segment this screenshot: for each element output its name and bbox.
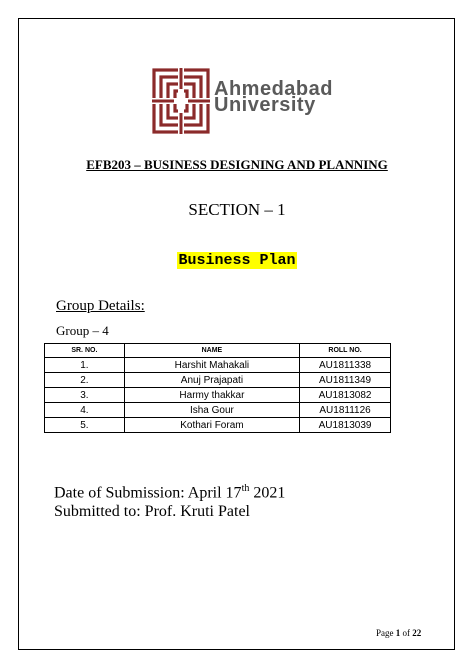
logo-name-line2: University [214,94,316,116]
course-title: EFB203 – BUSINESS DESIGNING AND PLANNING [86,157,388,172]
section-label: SECTION – 1 [188,200,286,219]
cell-name: Isha Gour [124,403,299,418]
date-ordinal: th [241,483,250,494]
members-table [44,343,391,433]
cell-name: Harshit Mahakali [124,358,299,373]
cell-sr-no: 4. [45,403,125,418]
submitted-to: Submitted to: Prof. Kruti Patel [54,503,250,520]
group-details-heading: Group Details: [56,298,145,314]
submission-date [54,483,285,502]
doc-title-wrap [0,251,474,269]
header-name: NAME [124,344,299,358]
cell-roll-no: AU1813082 [300,388,391,403]
page-word: Page [376,628,396,638]
date-year: 2021 [249,484,286,502]
cell-sr-no: 3. [45,388,125,403]
header-roll-no: ROLL NO. [300,344,391,358]
table-row [45,403,391,418]
table-row [45,418,391,433]
page-number [376,628,421,638]
logo-name-line1: Ahmedabad [214,78,333,100]
cell-roll-no: AU1811338 [300,358,391,373]
cell-roll-no: AU1811126 [300,403,391,418]
cell-name: Harmy thakkar [124,388,299,403]
cell-roll-no: AU1813039 [300,418,391,433]
table-row [45,373,391,388]
cell-roll-no: AU1811349 [300,373,391,388]
table-row [45,358,391,373]
doc-title: Business Plan [178,252,296,269]
page-total: 22 [412,628,422,638]
table-row [45,388,391,403]
table-header-row [45,344,391,358]
cell-sr-no: 1. [45,358,125,373]
cell-sr-no: 5. [45,418,125,433]
page-current: 1 [395,628,401,638]
group-number: Group – 4 [56,323,109,338]
cell-name: Anuj Prajapati [124,373,299,388]
cell-sr-no: 2. [45,373,125,388]
date-prefix: Date of Submission: April 17 [54,484,242,502]
cell-name: Kothari Foram [124,418,299,433]
header-sr-no: SR. NO. [45,344,125,358]
page-of: of [400,628,413,638]
